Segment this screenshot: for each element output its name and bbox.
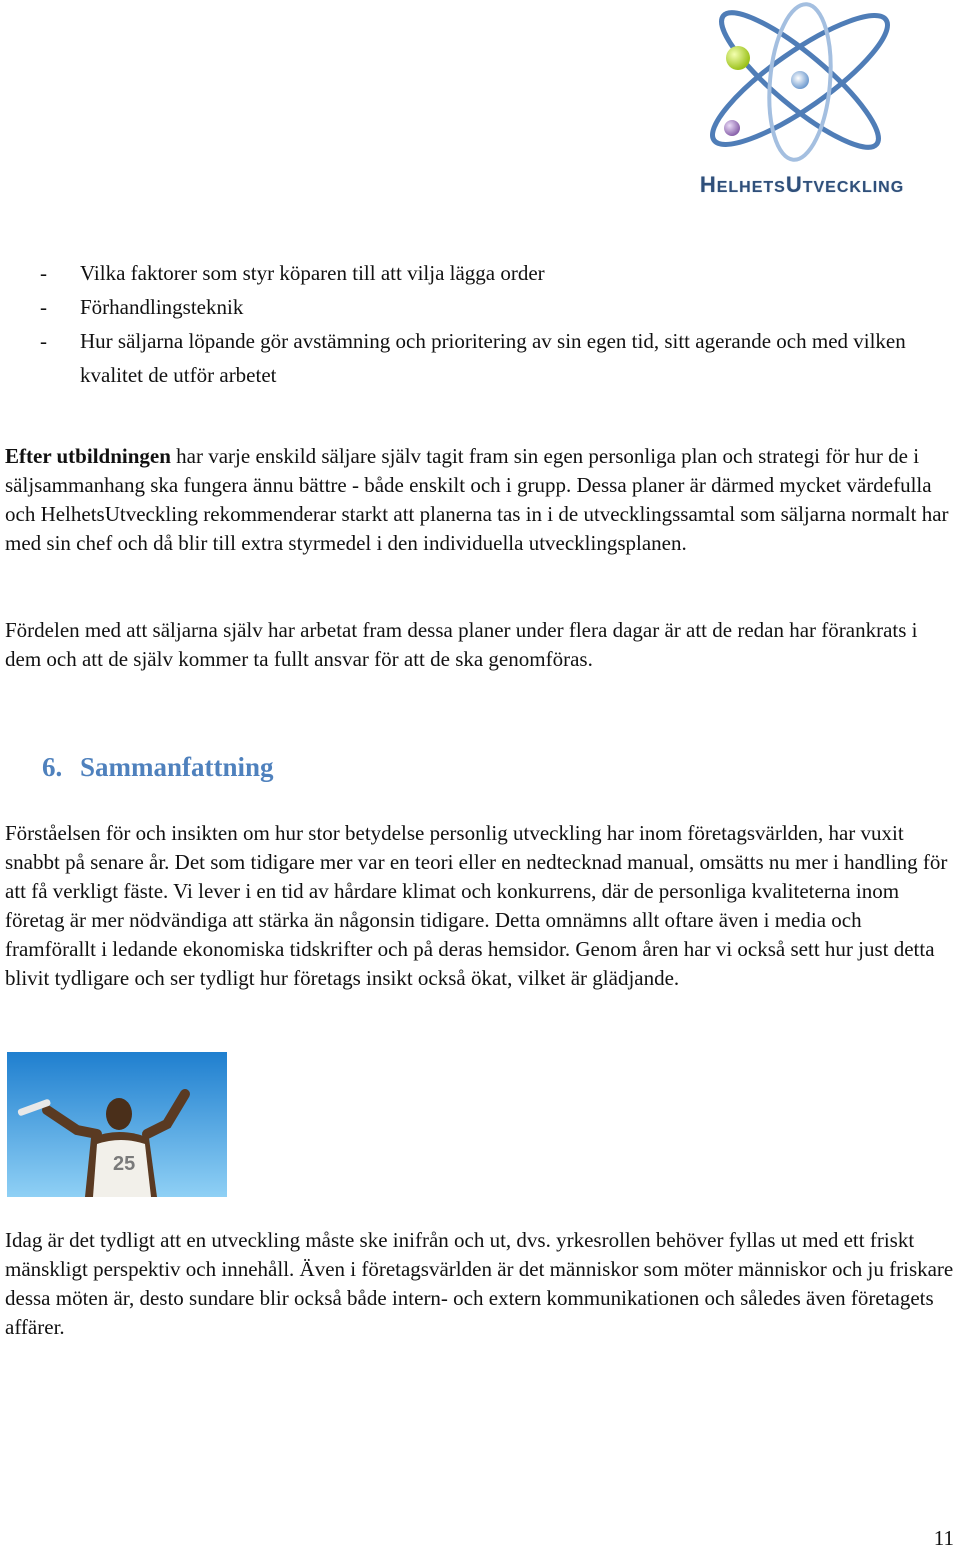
section-number: 6. [42,752,63,782]
paragraph-idag: Idag är det tydligt att en utveckling måste ske inifrån och ut, dvs. yrkesrollen behöver fyllas ut med ett friskt mänskligt perspektiv och innehåll. Även i företagsvärlden är det människor som möter människor och ju friskare dessa möten är, desto sundare blir också både intern- och extern kommunikationen och således även företagets affärer. [5,1228,954,1339]
runner-photo [7,1052,227,1197]
list-item: - Hur säljarna löpande gör avstämning och prioritering av sin egen tid, sitt agerande och med vilken kvalitet de utför arbetet [40,329,906,387]
section-heading [42,752,274,783]
green-ball-icon [726,46,750,70]
list-item: - Vilka faktorer som styr köparen till att vilja lägga order [40,261,545,285]
list-item: - Förhandlingsteknik [40,295,244,319]
atom-logo-icon [640,0,960,175]
helhetsutveckling-logo [640,0,960,205]
paragraph-forstaelsen: Förståelsen för och insikten om hur stor betydelse personlig utveckling har inom företagsvärlden, har vuxit snabbt på senare år. Det som tidigare mer var en teori eller en nedtecknad manual, omsätts nu mer i handling för att få verkligt fäste. Vi lever i en tid av hårdare klimat och konkurrens, där de personliga kvaliteterna inom företag är mer nödvändiga att stärka än någonsin tidigare. Detta omnämns allt oftare även i media och framförallt i ledande ekonomiska tidskrifter och på deras hemsidor. Genom åren har vi också sett hur just detta blivit tydligare och ser tydligt hur företags insikt också ökat, vilket är glädjande. [5,821,948,990]
purple-ball-icon [724,120,740,136]
paragraph-efter-utbildningen: Efter utbildningen har varje enskild säljare själv tagit fram sin egen personliga plan och strategi för hur de i säljsammanhang ska fungera ännu bättre - både enskilt och i grupp. Dessa planer är därmed mycket värdefulla och HelhetsUtveckling rekommenderar starkt att planerna tas in i de utvecklingssamtal som säljarna normalt har med sin chef och då blir till extra styrmedel i den individuella utvecklingsplanen. [5,444,949,555]
page-number: 11 [933,1526,954,1550]
bold-lead: Efter utbildningen [5,444,171,468]
bullet-list [0,256,960,392]
section-title: Sammanfattning [80,752,274,782]
bib-number: 25 [113,1153,136,1175]
paragraph-fordelen: Fördelen med att säljarna själv har arbetat fram dessa planer under flera dagar är att de redan har förankrats i dem och att de själv kommer ta fullt ansvar för att de ska genomföras. [5,618,918,671]
logo-wordmark: HELHETSUTVECKLING [699,172,905,197]
